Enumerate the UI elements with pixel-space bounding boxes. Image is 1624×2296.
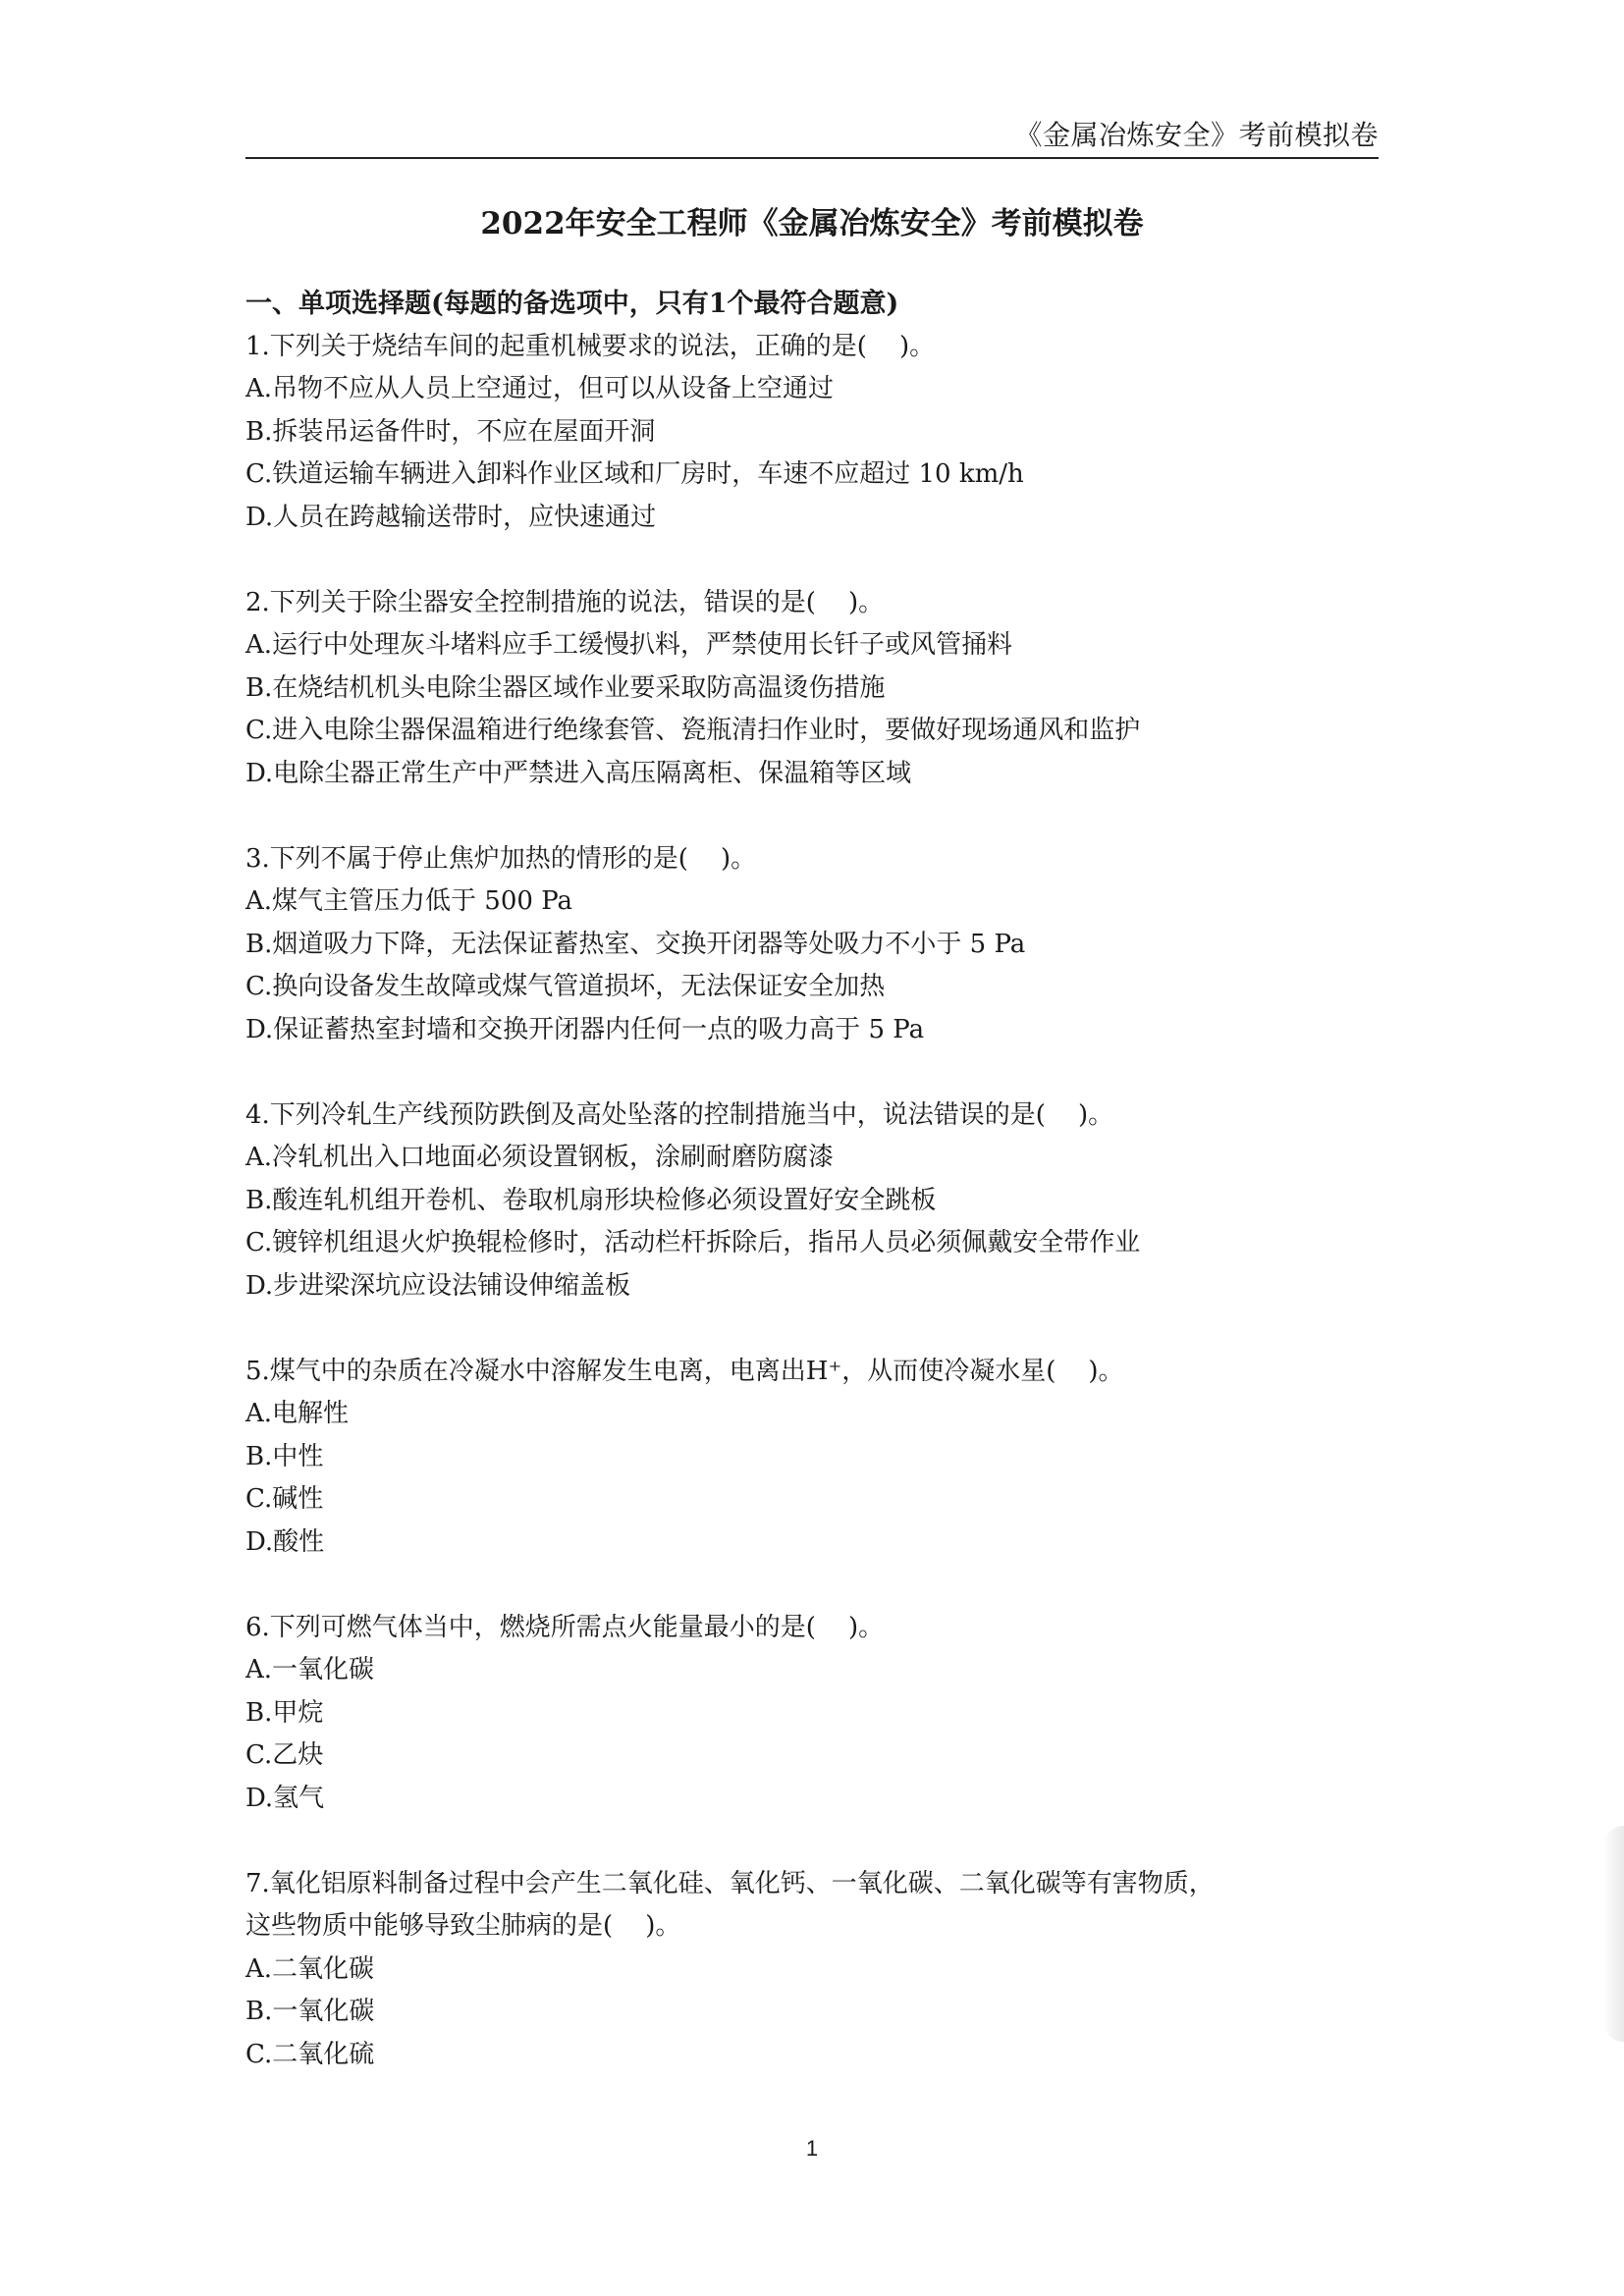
option-a: A.运行中处理灰斗堵料应手工缓慢扒料，严禁使用长钎子或风管捅料 [245, 630, 1013, 660]
option-b: B.一氧化碳 [245, 1997, 375, 2026]
option-a: A.冷轧机出入口地面必须设置钢板，涂刷耐磨防腐漆 [245, 1143, 835, 1172]
document-body [245, 283, 1379, 2076]
question-stem: 4.下列冷轧生产线预防跌倒及高处坠落的控制措施当中，说法错误的是( )。 [245, 1099, 1114, 1130]
option-d: D.步进梁深坑应设法铺设伸缩盖板 [245, 1270, 631, 1301]
option-d: D.保证蓄热室封墙和交换开闭器内任何一点的吸力高于 5 Pa [245, 1014, 925, 1044]
option-c: C.进入电除尘器保温箱进行绝缘套管、瓷瓶清扫作业时，要做好现场通风和监护 [245, 716, 1141, 745]
header-divider [245, 157, 1379, 159]
page-number: 1 [805, 2136, 819, 2161]
question-stem: 6.下列可燃气体当中，燃烧所需点火能量最小的是( )。 [245, 1612, 885, 1642]
option-a: A.电解性 [245, 1399, 350, 1428]
option-b: B.拆装吊运备件时，不应在屋面开洞 [245, 416, 656, 447]
running-header: 《金属冶炼安全》考前模拟卷 [1014, 119, 1379, 151]
option-b: B.中性 [245, 1441, 324, 1471]
question-3 [245, 838, 1379, 1052]
option-c: C.碱性 [245, 1484, 324, 1514]
section-heading: 一、单项选择题(每题的备选项中，只有1个最符合题意) [245, 289, 899, 319]
option-d: D.电除尘器正常生产中严禁进入高压隔离柜、保温箱等区域 [245, 758, 912, 788]
question-stem: 2.下列关于除尘器安全控制措施的说法，错误的是( )。 [245, 587, 885, 617]
option-a: A.吊物不应从人员上空通过，但可以从设备上空通过 [245, 374, 835, 403]
option-b: B.烟道吸力下降，无法保证蓄热室、交换开闭器等处吸力不小于 5 Pa [245, 929, 1026, 959]
question-stem: 1.下列关于烧结车间的起重机械要求的说法，正确的是( )。 [245, 331, 936, 361]
question-4 [245, 1095, 1379, 1308]
question-stem: 3.下列不属于停止焦炉加热的情形的是( )。 [245, 843, 757, 874]
option-b: B.在烧结机机头电除尘器区域作业要采取防高温烫伤措施 [245, 672, 886, 703]
option-d: D.氢气 [245, 1783, 325, 1813]
option-c: C.镀锌机组退火炉换辊检修时，活动栏杆拆除后，指吊人员必须佩戴安全带作业 [245, 1228, 1141, 1257]
option-d: D.酸性 [245, 1526, 325, 1557]
question-stem: 7.氧化铝原料制备过程中会产生二氧化硅、氧化钙、一氧化碳、二氧化碳等有害物质， 这些物质中能够导致尘肺病的是( )。 [245, 1868, 1215, 1941]
option-b: B.甲烷 [245, 1697, 324, 1728]
option-a: A.一氧化碳 [245, 1655, 375, 1684]
option-d: D.人员在跨越输送带时，应快速通过 [245, 502, 657, 532]
page-edge-shadow [1602, 1826, 1624, 2042]
question-5 [245, 1351, 1379, 1565]
question-1 [245, 326, 1379, 540]
option-c: C.铁道运输车辆进入卸料作业区域和厂房时，车速不应超过 10 km/h [245, 459, 1024, 489]
option-c: C.二氧化硫 [245, 2039, 375, 2069]
question-7 [245, 1863, 1379, 2077]
option-c: C.乙炔 [245, 1740, 324, 1770]
option-a: A.煤气主管压力低于 500 Pa [245, 886, 573, 916]
option-a: A.二氧化碳 [245, 1953, 375, 1984]
option-b: B.酸连轧机组开卷机、卷取机扇形块检修必须设置好安全跳板 [245, 1185, 937, 1215]
question-stem: 5.煤气中的杂质在冷凝水中溶解发生电离，电离出H⁺，从而使冷凝水星( )。 [245, 1356, 1124, 1386]
question-6 [245, 1607, 1379, 1821]
document-title: 2022年安全工程师《金属冶炼安全》考前模拟卷 [480, 206, 1144, 241]
question-2 [245, 582, 1379, 796]
option-c: C.换向设备发生故障或煤气管道损坏，无法保证安全加热 [245, 972, 886, 1001]
